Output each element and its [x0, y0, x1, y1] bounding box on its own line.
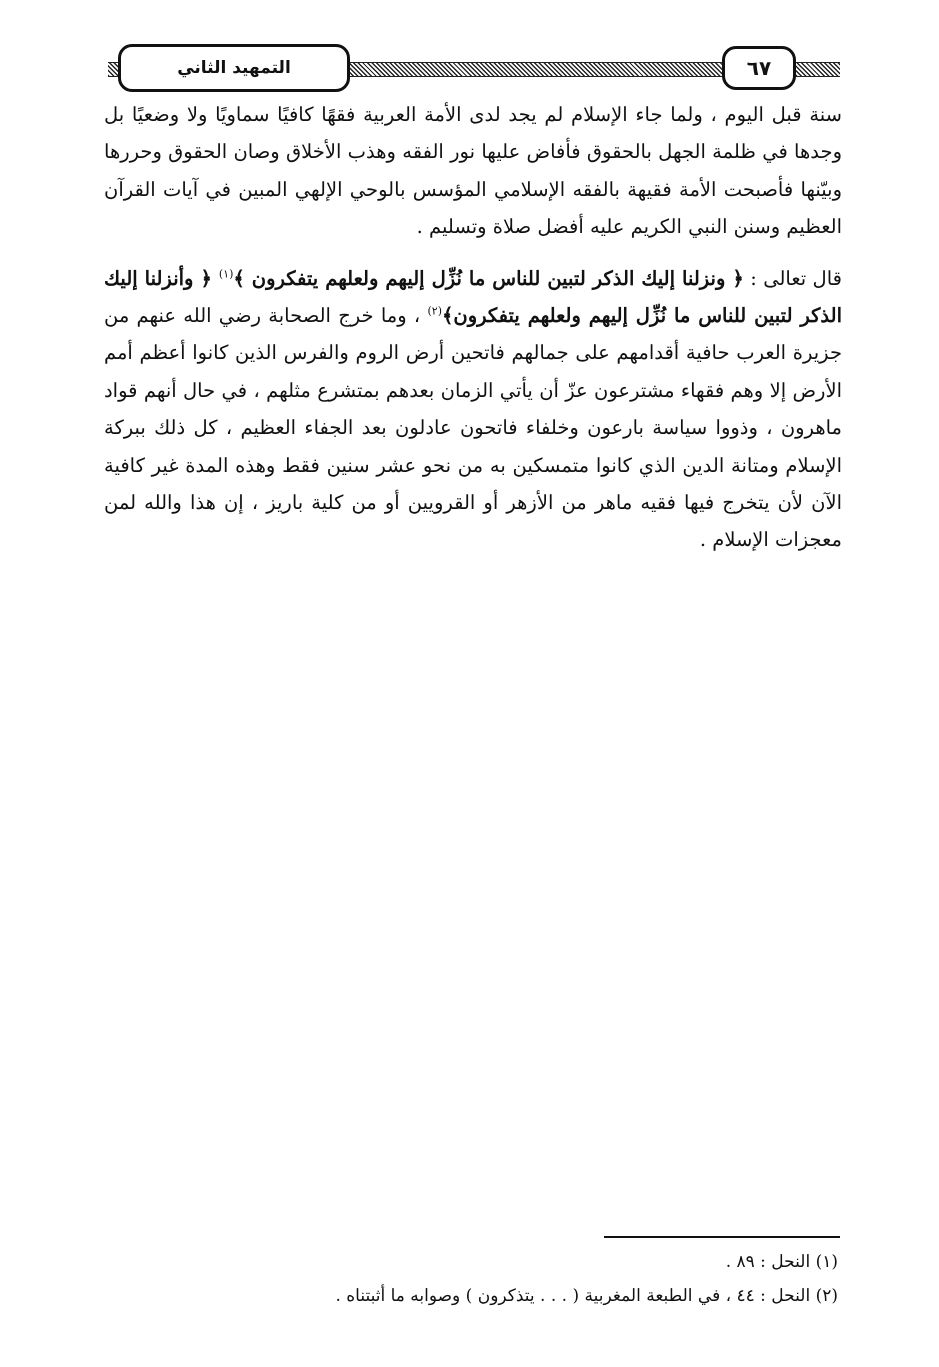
- footnote-1: (١) النحل : ٨٩ .: [725, 1252, 838, 1272]
- quran-quote-1: ﴿ ونزلنا إليك الذكر لتبين للناس ما نُزِّل إليهم ولعلهم يتفكرون ﴾: [233, 266, 744, 290]
- paragraph-1: سنة قبل اليوم ، ولما جاء الإسلام لم يجد لدى الأمة العربية فقهًا كافيًا سماويًا ولا وضعيًا بل وجدها في ظلمة الجهل بالحقوق فأفاض عليها نور الفقه وهذب الأخلاق وصان الحقوق وحررها وبيّنها فأصبحت الأمة فقيهة بالفقه الإسلامي المؤسس بالوحي الإلهي المبين في آيات القرآن العظيم وسنن النبي الكريم عليه أفضل صلاة وتسليم .: [104, 103, 842, 239]
- footnote-divider: [604, 1236, 840, 1238]
- footnote-ref-1[interactable]: (١): [218, 267, 234, 281]
- paragraph-2-rest: ، وما خرج الصحابة رضي الله عنهم من جزيرة العرب حافية أقدامهم على جمالهم فاتحين أرض الروم والفرس الذين كانوا أعظم أمم الأرض إلا وهم فقهاء مشترعون عزّ أن يأتي الزمان بعدهم بمتشرع مثلهم ، في حال أنهم قواد ماهرون ، وذووا سياسة بارعون وخلفاء فاتحون عادلون بعد الجفاء العظيم ، كل ذلك ببركة الإسلام ومتانة الدين الذي كانوا متمسكين به من نحو عشر سنين فقط وهذه المدة غير كافية الآن لأن يتخرج فيها فقيه ماهر من الأزهر أو القرويين أو من كلية باريز ، إن هذا والله لمن معجزات الإسلام .: [104, 304, 842, 552]
- main-text: [104, 96, 842, 559]
- page-number-box: [722, 46, 796, 90]
- paragraph-2: [104, 260, 842, 559]
- chapter-title-box: [118, 44, 350, 92]
- footnote-2: (٢) النحل : ٤٤ ، في الطبعة المغربية ( . . . يتذكرون ) وصوابه ما أثبتناه .: [335, 1286, 838, 1306]
- page-number: ٦٧: [746, 56, 772, 80]
- quote-intro: قال تعالى :: [743, 266, 842, 290]
- footnote-ref-2[interactable]: (٢): [427, 304, 442, 318]
- footnotes: [104, 1245, 838, 1313]
- running-header: [108, 40, 840, 96]
- quran-quote-2: ﴿ وأنزلنا إليك الذكر لتبين للناس ما نُزِّل إليهم ولعلهم يتفكرون﴾: [104, 266, 842, 328]
- chapter-title: التمهيد الثاني: [177, 58, 291, 78]
